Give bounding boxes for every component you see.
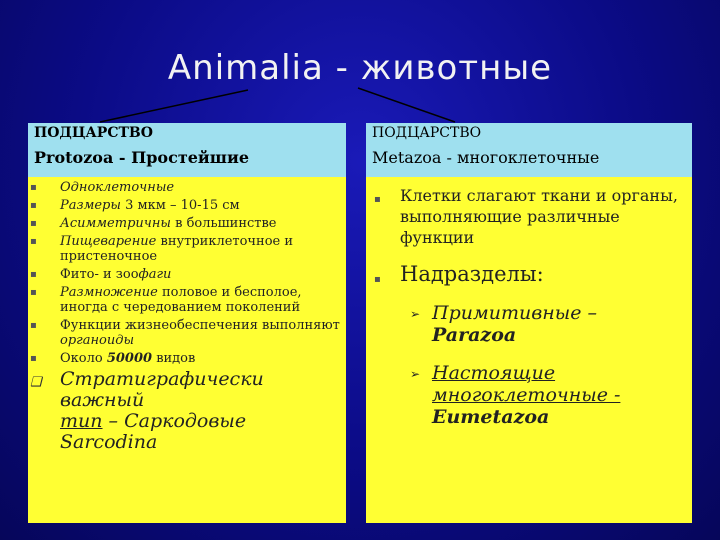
connector-right: [358, 88, 455, 122]
subitem-parazoa: ➢ Примитивные – Parazoa: [410, 302, 598, 346]
square-bullet-icon: ▪: [30, 218, 37, 229]
metazoa-header: [366, 123, 692, 177]
q-bullet-icon: ❑: [30, 375, 42, 390]
protozoa-subkingdom-label: ПОДЦАРСТВО: [34, 125, 153, 141]
protozoa-header: [28, 123, 346, 177]
list-item: ▪ Функции жизнеобеспечения выполняют органоиды: [30, 318, 340, 348]
metazoa-subkingdom-label: ПОДЦАРСТВО: [372, 125, 482, 141]
list-item: ▪ Одноклеточные: [30, 180, 175, 195]
list-item-sarcodina: ❑ Стратиграфически важный тип – Саркодовые Sarcodina: [30, 368, 264, 453]
metazoa-list: [366, 177, 692, 428]
list-item: ▪ Размеры 3 мкм – 10-15 см: [30, 198, 240, 213]
square-bullet-icon: ▪: [30, 182, 37, 193]
protozoa-panel: [28, 123, 346, 523]
list-item: ▪ Размножение половое и бесполое, иногда с чередованием поколений: [30, 285, 302, 315]
metazoa-name: Metazoa - многоклеточные: [372, 148, 600, 167]
arrow-bullet-icon: ➢: [410, 367, 421, 381]
square-bullet-icon: ▪: [374, 194, 381, 205]
square-bullet-icon: ▪: [30, 236, 37, 247]
square-bullet-icon: ▪: [30, 287, 37, 298]
square-bullet-icon: ▪: [30, 353, 37, 364]
protozoa-name: Protozoa - Простейшие: [34, 148, 250, 167]
square-bullet-icon: ▪: [30, 269, 37, 280]
list-item: ▪ Фито- и зоофаги: [30, 267, 172, 282]
square-bullet-icon: ▪: [30, 320, 37, 331]
metazoa-panel: [366, 123, 692, 523]
subitem-eumetazoa: ➢ Настоящие многоклеточные - Eumetazoa: [410, 362, 621, 428]
list-item: ▪ Пищеварение внутриклеточное и пристеночное: [30, 234, 294, 264]
list-item-superdivisions: ▪ Надразделы: ➢ Примитивные – Parazoa ➢ Настоящие многоклеточные - Eumetazoa: [400, 262, 686, 428]
list-item: ▪ Около 50000 видов: [30, 351, 196, 366]
list-item: ▪ Клетки слагают ткани и органы, выполняющие различные функции: [374, 186, 678, 247]
connector-left: [100, 90, 248, 122]
protozoa-list: [28, 177, 346, 453]
list-item: ▪ Асимметричны в большинстве: [30, 216, 277, 231]
square-bullet-icon: ▪: [30, 200, 37, 211]
arrow-bullet-icon: ➢: [410, 307, 421, 321]
square-bullet-icon: ▪: [374, 274, 381, 285]
page-title: Animalia - животные: [167, 48, 553, 88]
